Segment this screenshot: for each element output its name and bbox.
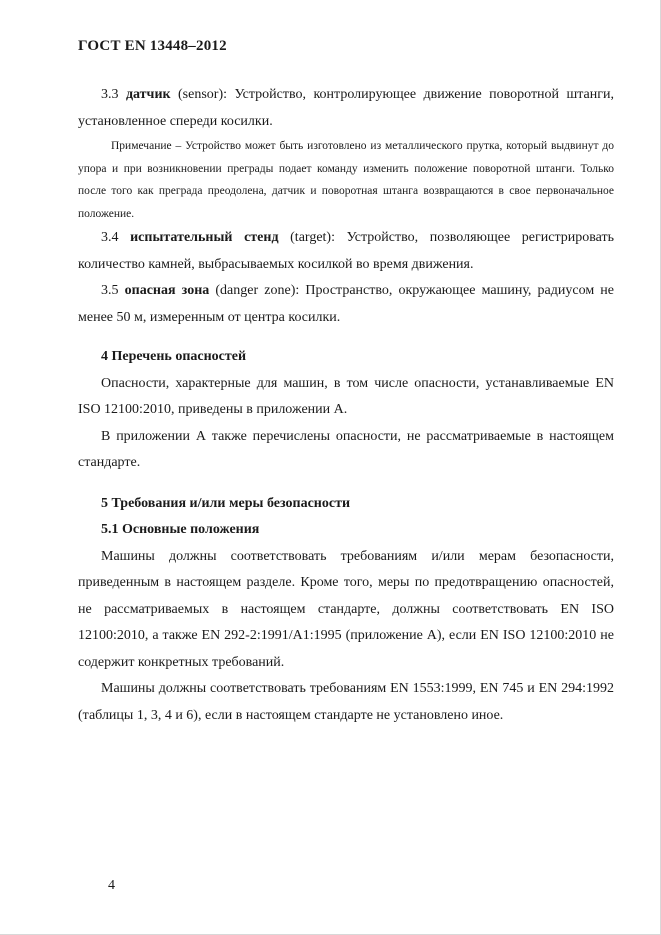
document-body [78, 82, 614, 729]
section-5-paragraph: Машины должны соответствовать требованиям и/или мерам безопасности, приведенным в настоящем разделе. Кроме того, меры по предотвращению опасностей, не рассматриваемых в настоящем стандарте, должны соответствовать EN ISO 12100:2010, а также EN 292-2:1991/A1:1995 (приложение А), если EN ISO 12100:2010 не содержит конкретных требований. [78, 548, 614, 670]
clause-text: (sensor): Устройство, контролирующее движение поворотной штанги, установленное спереди косилки. [78, 87, 614, 129]
clause-3-3 [78, 82, 614, 135]
section-4-paragraph: В приложении А также перечислены опасности, не рассматриваемые в настоящем стандарте. [78, 428, 614, 470]
clause-3-4 [78, 225, 614, 278]
clause-text: (target): Устройство, позволяющее регистрировать количество камней, выбрасываемых косилкой во время движения. [78, 230, 615, 272]
section-4-paragraph: Опасности, характерные для машин, в том числе опасности, устанавливаемые EN ISO 12100:2010, приведены в приложении А. [78, 375, 614, 417]
section-5-1-title: 5.1 Основные положения [101, 522, 260, 537]
section-5-paragraph: Машины должны соответствовать требованиям EN 1553:1999, EN 745 и EN 294:1992 (таблицы 1, 3, 4 и 6), если в настоящем стандарте не установлено иное. [78, 681, 614, 723]
clause-number: 3.3 [101, 87, 119, 102]
page-number: 4 [108, 878, 115, 893]
clause-term: опасная зона [124, 283, 210, 298]
clause-number: 3.4 [101, 230, 119, 245]
clause-term: датчик [125, 87, 171, 102]
clause-text: (danger zone): Пространство, окружающее машину, радиусом не менее 50 м, измеренным от центра косилки. [78, 283, 615, 325]
clause-number: 3.5 [101, 283, 119, 298]
clause-3-5 [78, 278, 614, 331]
clause-term: испытательный стенд [130, 230, 279, 245]
note-3-3: Примечание – Устройство может быть изготовлено из металлического прутка, который выдвинут до упора и при возникновении преграды подает команду изменить положение поворотной штанги. Только после того как преграда преодолена, датчик и поворотная штанга возвращаются в свое первоначальное положение. [78, 140, 614, 220]
document-header: ГОСТ EN 13448–2012 [78, 38, 227, 54]
section-4-title: 4 Перечень опасностей [101, 349, 247, 364]
section-5-title: 5 Требования и/или меры безопасности [101, 495, 351, 511]
